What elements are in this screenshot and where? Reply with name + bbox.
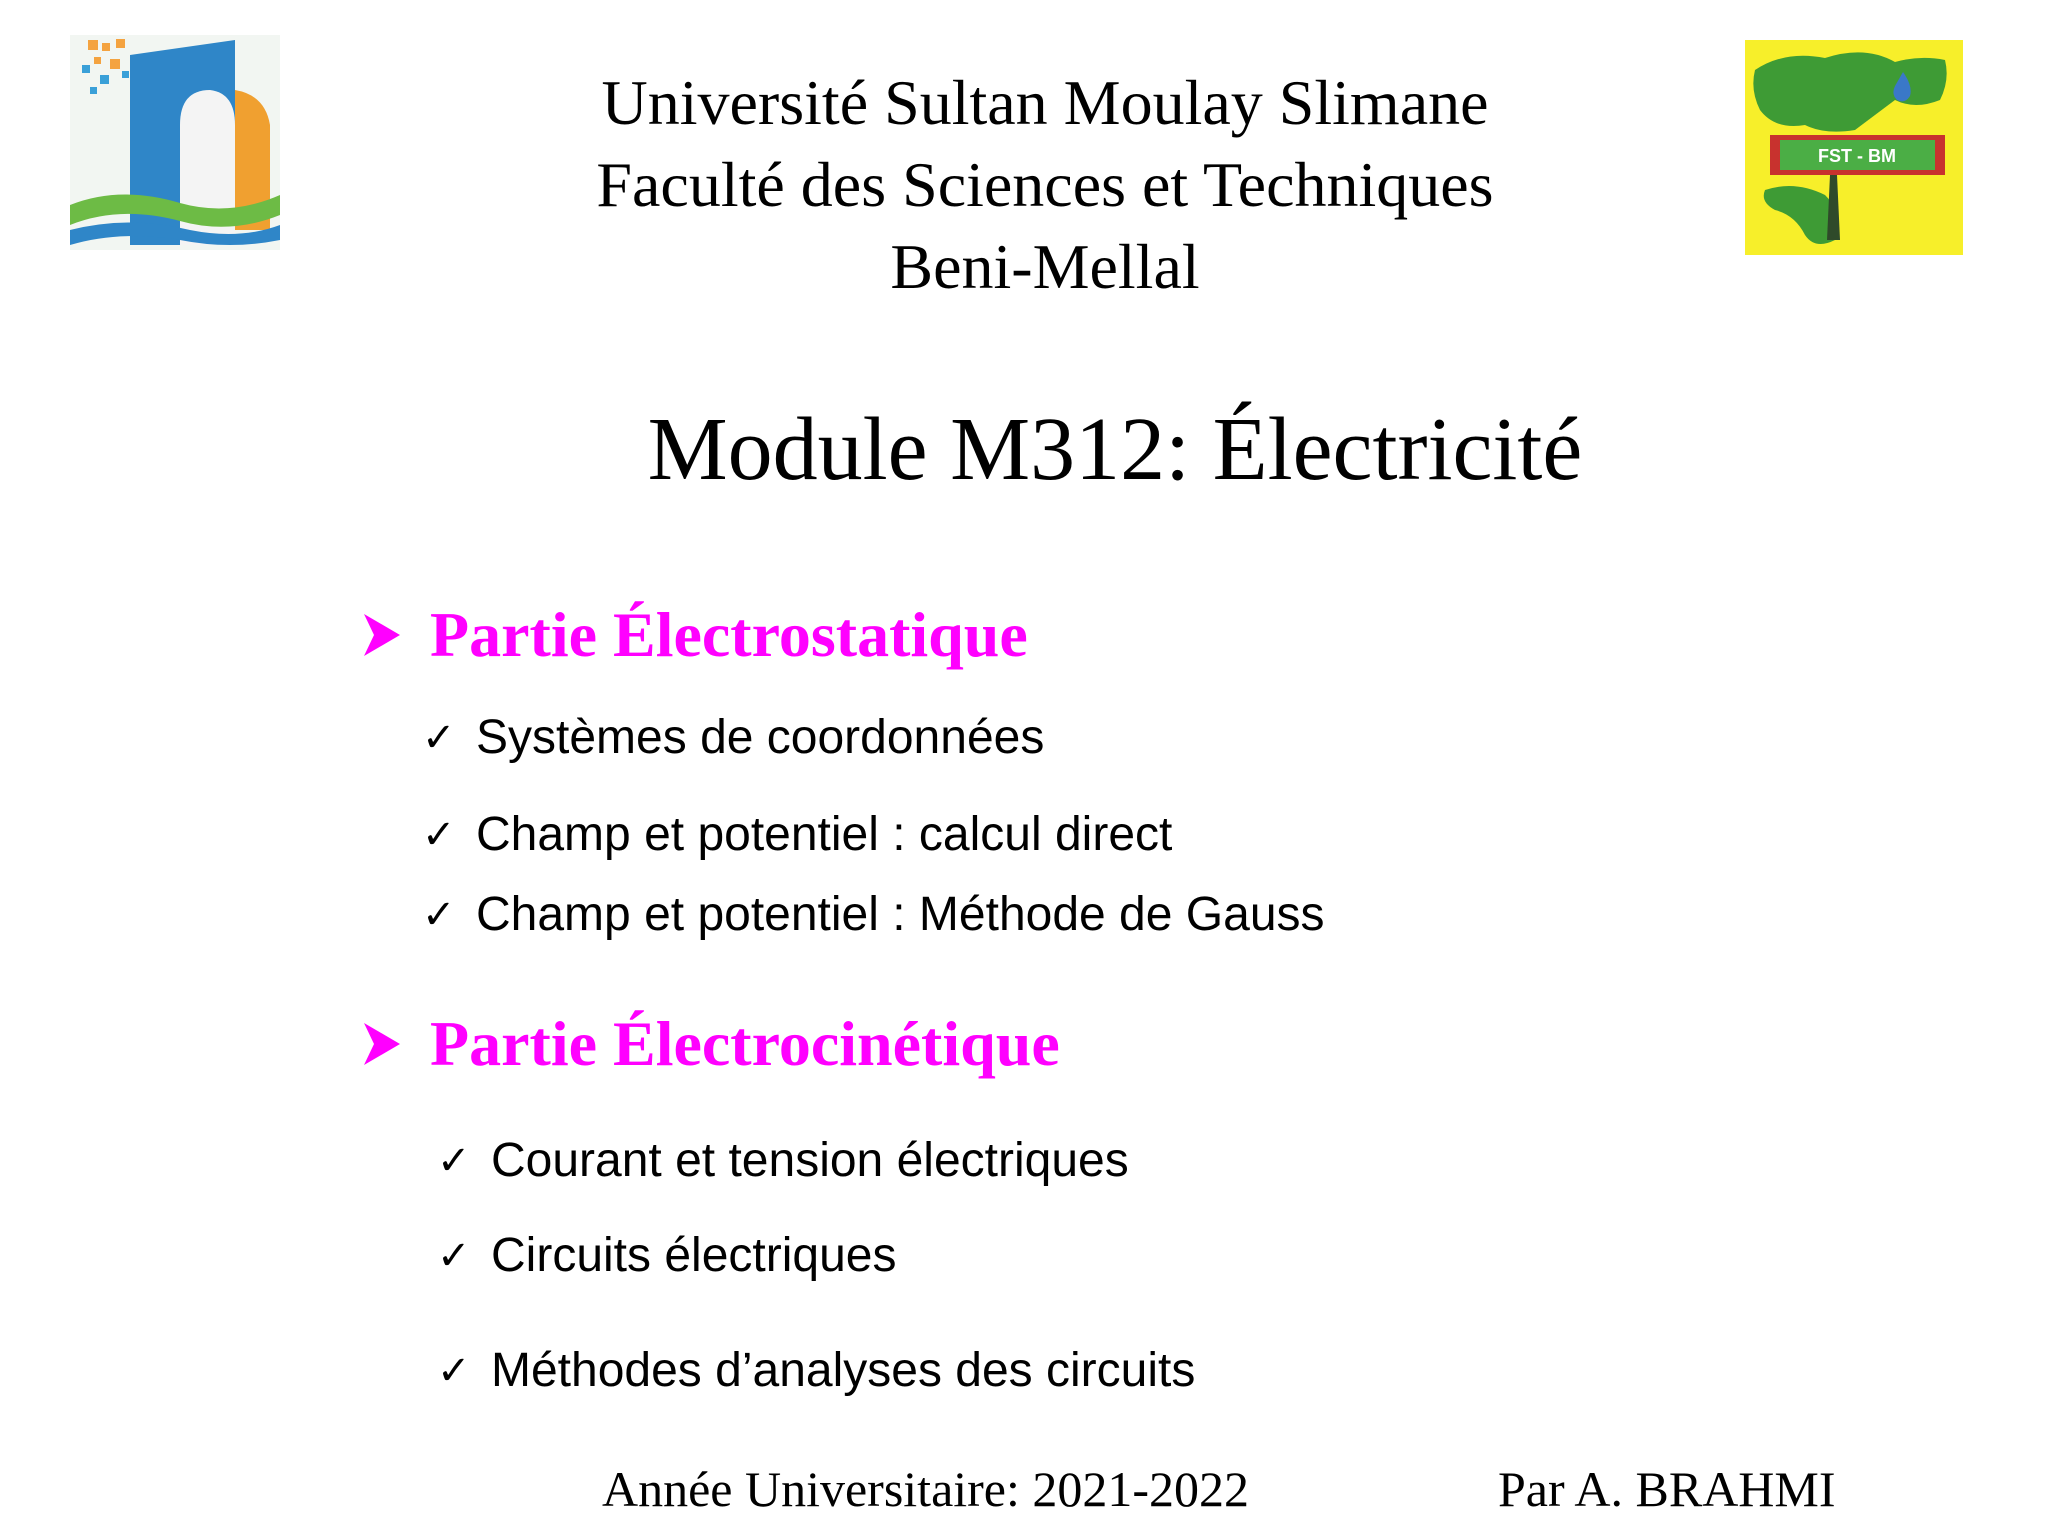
faculty-name: Faculté des Sciences et Techniques bbox=[596, 149, 1494, 220]
checkmark-icon: ✓ bbox=[437, 1137, 471, 1184]
institution-header bbox=[400, 62, 1690, 308]
checkmark-icon: ✓ bbox=[422, 811, 456, 858]
list-item bbox=[422, 887, 1325, 942]
checkmark-icon: ✓ bbox=[437, 1347, 471, 1394]
list-item-label: Systèmes de coordonnées bbox=[476, 711, 1045, 764]
academic-year: Année Universitaire: 2021-2022 bbox=[602, 1461, 1250, 1517]
list-item-label: Courant et tension électriques bbox=[491, 1134, 1129, 1187]
section-heading-electrostatique bbox=[360, 598, 1028, 672]
checkmark-icon: ✓ bbox=[422, 891, 456, 938]
module-title: Module M312: Électricité bbox=[647, 400, 1583, 499]
checkmark-icon: ✓ bbox=[422, 714, 456, 761]
university-logo bbox=[70, 35, 280, 250]
author: Par A. BRAHMI bbox=[1498, 1461, 1836, 1517]
list-item-label: Circuits électriques bbox=[491, 1229, 897, 1282]
arrow-bullet-icon bbox=[360, 610, 404, 660]
university-name: Université Sultan Moulay Slimane bbox=[601, 67, 1489, 138]
list-item bbox=[422, 710, 1044, 765]
section-heading-label: Partie Électrocinétique bbox=[430, 1008, 1060, 1079]
fst-bm-banner-text: FST - BM bbox=[1818, 146, 1896, 166]
list-item bbox=[437, 1343, 1195, 1398]
list-item bbox=[437, 1133, 1129, 1188]
list-item-label: Méthodes d’analyses des circuits bbox=[491, 1344, 1196, 1397]
city-name: Beni-Mellal bbox=[890, 231, 1200, 302]
list-item bbox=[437, 1228, 896, 1283]
arrow-bullet-icon bbox=[360, 1019, 404, 1069]
section-heading-label: Partie Électrostatique bbox=[430, 599, 1028, 670]
section-heading-electrocinetique bbox=[360, 1007, 1060, 1081]
list-item-label: Champ et potentiel : Méthode de Gauss bbox=[476, 888, 1325, 941]
fst-bm-logo bbox=[1745, 40, 1963, 255]
checkmark-icon: ✓ bbox=[437, 1232, 471, 1279]
list-item bbox=[422, 807, 1172, 862]
list-item-label: Champ et potentiel : calcul direct bbox=[476, 808, 1173, 861]
